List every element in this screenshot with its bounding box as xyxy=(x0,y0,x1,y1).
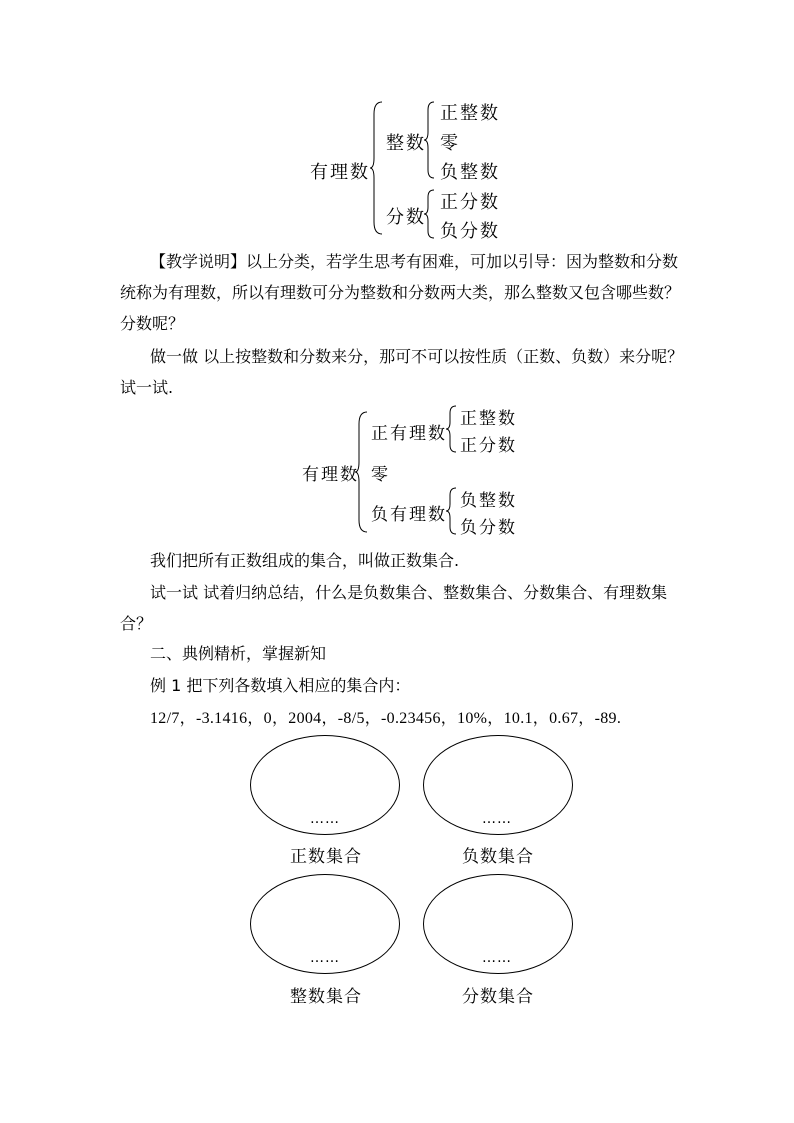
positive-set-dots: …… xyxy=(310,811,340,827)
positive-set-label: 正数集合 xyxy=(290,847,362,867)
tree1-root-brace xyxy=(370,100,384,236)
try-it-line-1: 做一做 以上按整数和分数来分，那可不可以按性质（正数、负数）来分呢？ xyxy=(150,347,684,366)
tree2-branch-positive: 正有理数 xyxy=(371,424,447,444)
positive-set-definition: 我们把所有正数组成的集合，叫做正数集合. xyxy=(150,551,460,570)
tree1-integer-brace xyxy=(424,100,436,180)
tree1-leaf-positive-fraction: 正分数 xyxy=(440,192,500,213)
negative-set-label: 负数集合 xyxy=(462,847,534,867)
tree2-root: 有理数 xyxy=(302,465,359,485)
teaching-note-line-3: 分数呢？ xyxy=(120,314,185,333)
fraction-set-dots: …… xyxy=(482,950,512,966)
negative-set-dots: …… xyxy=(482,811,512,827)
tree1-leaf-negative-integer: 负整数 xyxy=(440,162,500,183)
integer-set-dots: …… xyxy=(310,950,340,966)
tree1-branch-fraction: 分数 xyxy=(386,207,426,228)
tree1-leaf-positive-integer: 正整数 xyxy=(440,103,500,124)
tree1-leaf-negative-fraction: 负分数 xyxy=(440,221,500,242)
example-numbers: 12/7，-3.1416，0，2004，-8/5，-0.23456，10%，10.1，0.67，-89. xyxy=(150,710,622,727)
teaching-note-line-1: 【教学说明】以上分类，若学生思考有困难，可加以引导：因为整数和分数 xyxy=(150,252,679,271)
section-heading: 二、典例精析，掌握新知 xyxy=(150,644,327,663)
tree1-fraction-brace xyxy=(424,188,436,240)
integer-set-label: 整数集合 xyxy=(290,987,362,1007)
try-it-2-line-2: 合？ xyxy=(120,614,153,633)
tree1-leaf-zero: 零 xyxy=(440,133,460,154)
tree2-positive-brace xyxy=(446,404,458,454)
example-title: 例 1 把下列各数填入相应的集合内： xyxy=(150,676,411,695)
tree1-branch-integer: 整数 xyxy=(386,133,426,154)
tree2-branch-negative: 负有理数 xyxy=(371,505,447,525)
tree1-root: 有理数 xyxy=(310,162,370,183)
tree2-middle-zero: 零 xyxy=(371,465,390,485)
tree2-leaf-positive-integer: 正整数 xyxy=(460,409,517,429)
tree2-negative-brace xyxy=(446,486,458,536)
try-it-2-line-1: 试一试 试着归纳总结，什么是负数集合、整数集合、分数集合、有理数集 xyxy=(150,583,668,602)
try-it-line-2: 试一试. xyxy=(120,378,174,397)
fraction-set-label: 分数集合 xyxy=(462,987,534,1007)
tree2-leaf-negative-fraction: 负分数 xyxy=(460,518,517,538)
teaching-note-line-2: 统称为有理数，所以有理数可分为整数和分数两大类，那么整数又包含哪些数？ xyxy=(120,283,681,302)
tree2-leaf-positive-fraction: 正分数 xyxy=(460,436,517,456)
tree2-leaf-negative-integer: 负整数 xyxy=(460,491,517,511)
tree2-root-brace xyxy=(355,410,369,534)
